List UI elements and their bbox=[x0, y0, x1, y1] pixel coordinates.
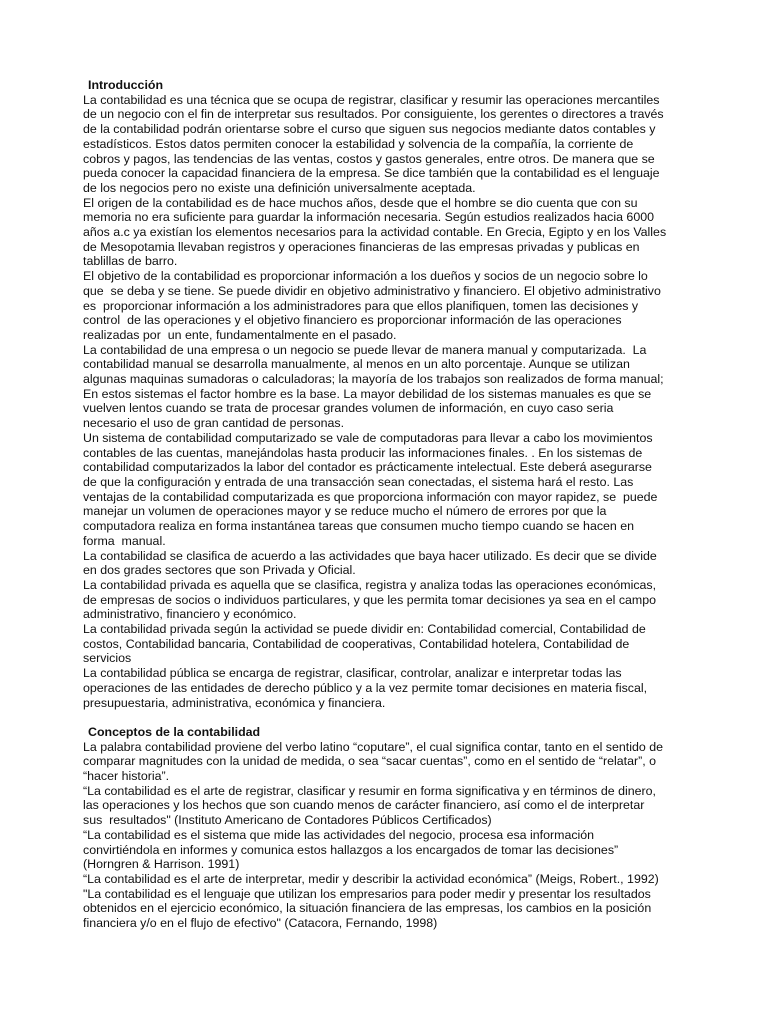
paragraph-private-types bbox=[83, 622, 723, 666]
text-line: financiera y/o en el flujo de efectivo" (Catacora, Fernando, 1998) bbox=[83, 916, 438, 931]
paragraph-quote-catacora bbox=[83, 887, 723, 931]
paragraph-objective bbox=[83, 269, 723, 343]
text-line: costos, Contabilidad bancaria, Contabilidad de cooperativas, Contabilidad hotelera, Contabilidad de bbox=[83, 636, 630, 651]
text-line: tablillas de barro. bbox=[83, 254, 178, 269]
paragraph-computerized-accounting bbox=[83, 431, 723, 549]
text-line: La contabilidad pública se encarga de registrar, clasificar, controlar, analizar e interpretar todas las bbox=[83, 666, 622, 681]
text-line: es proporcionar información a los administradores para que ellos planifiquen, tomen las decisiones y bbox=[83, 298, 639, 313]
text-line: sus resultados" (Instituto Americano de Contadores Públicos Certificados) bbox=[83, 813, 492, 828]
text-line: las operaciones y los hechos que son cuando menos de carácter financiero, así como el de interpretar bbox=[83, 798, 645, 813]
text-line: (Horngren & Harrison. 1991) bbox=[83, 857, 240, 872]
text-line: convirtiéndola en informes y comunica estos hallazgos a los encargados de tomar las decisiones” bbox=[83, 842, 619, 857]
text-line: de que la configuración y entrada de una transacción sean conectadas, el sistema hará el resto. Las bbox=[83, 474, 634, 489]
paragraph-quote-horngren bbox=[83, 828, 723, 872]
paragraph-etymology bbox=[83, 740, 723, 784]
text-line: administrativo, financiero y económico. bbox=[83, 607, 297, 622]
paragraph-quote-meigs bbox=[83, 872, 723, 887]
section-heading-conceptos: Conceptos de la contabilidad bbox=[88, 724, 261, 739]
text-line: años a.c ya existían los elementos necesarios para la actividad contable. En Grecia, Egipto y en los Valles bbox=[83, 225, 667, 240]
text-line: estadísticos. Estos datos permiten conocer la estabilidad y solvencia de la compañía, la corriente de bbox=[83, 136, 634, 151]
text-line: pueda conocer la capacidad financiera de la empresa. Se dice también que la contabilidad es el lenguaje bbox=[83, 166, 660, 181]
section-spacer bbox=[83, 710, 723, 725]
text-line: control de las operaciones y el objetivo financiero es proporcionar información de las operaciones bbox=[83, 313, 622, 328]
paragraph-quote-aicpa bbox=[83, 784, 723, 828]
text-line: “La contabilidad es el arte de registrar, clasificar y resumir en forma significativa y en términos de dinero, bbox=[83, 783, 656, 798]
text-line: vuelven lentos cuando se trata de procesar grandes volumen de información, en cuyo caso seria bbox=[83, 401, 614, 416]
text-line: En estos sistemas el factor hombre es la base. La mayor debilidad de los sistemas manuales es que se bbox=[83, 386, 652, 401]
paragraph-manual-accounting bbox=[83, 343, 723, 431]
text-line: de empresas de socios o individuos particulares, y que les permita tomar decisiones ya sea en el campo bbox=[83, 592, 657, 607]
text-line: de un negocio con el fin de interpretar sus resultados. Por consiguiente, los gerentes o directores a través bbox=[83, 107, 664, 122]
text-line: La contabilidad de una empresa o un negocio se puede llevar de manera manual y computarizada. La bbox=[83, 342, 647, 357]
text-line: necesario el uso de gran cantidad de personas. bbox=[83, 416, 345, 431]
section-heading-introduccion: Introducción bbox=[88, 78, 164, 92]
text-line: El origen de la contabilidad es de hace muchos años, desde que el hombre se dio cuenta que con su bbox=[83, 195, 638, 210]
text-line: obtenidos en el ejercicio económico, la situación financiera de las empresas, los cambios en la posición bbox=[83, 901, 652, 916]
paragraph-intro-definition bbox=[83, 93, 723, 196]
text-line: contabilidad manual se desarrolla manualmente, al menos en un alto porcentaje. Aunque se utilizan bbox=[83, 357, 630, 372]
document-page bbox=[83, 78, 723, 931]
text-line: El objetivo de la contabilidad es proporcionar información a los dueños y socios de un negocio sobre lo bbox=[83, 269, 648, 284]
text-line: realizadas por un ente, fundamentalmente en el pasado. bbox=[83, 327, 397, 342]
text-line: La contabilidad privada es aquella que se clasifica, registra y analiza todas las operaciones económicas, bbox=[83, 577, 657, 592]
text-line: contabilidad computarizados la labor del contador es prácticamente intelectual. Este deberá asegurarse bbox=[83, 460, 652, 475]
text-line: en dos grades sectores que son Privada y Oficial. bbox=[83, 563, 356, 578]
text-line: La contabilidad privada según la actividad se puede dividir en: Contabilidad comercial, Contabilidad de bbox=[83, 622, 646, 637]
text-line: cobros y pagos, las tendencias de las ventas, costos y gastos generales, entre otros. De manera que se bbox=[83, 151, 655, 166]
paragraph-public-accounting bbox=[83, 666, 723, 710]
text-line: contables de las cuentas, manejándolas hasta producir las informaciones finales. . En los sistemas de bbox=[83, 445, 643, 460]
text-line: ventajas de la contabilidad computarizada es que proporciona información con mayor rapidez, se puede bbox=[83, 489, 658, 504]
paragraph-classification bbox=[83, 549, 723, 578]
text-line: algunas maquinas sumadoras o calculadoras; la mayoría de los trabajos son realizados de forma manual; bbox=[83, 372, 664, 387]
paragraph-private-accounting bbox=[83, 578, 723, 622]
text-line: La contabilidad es una técnica que se ocupa de registrar, clasificar y resumir las operaciones mercantiles bbox=[83, 92, 660, 107]
text-line: forma manual. bbox=[83, 533, 166, 548]
text-line: de la contabilidad podrán orientarse sobre el curso que siguen sus negocios mediante datos contables y bbox=[83, 122, 656, 137]
text-line: “La contabilidad es el sistema que mide las actividades del negocio, procesa esa información bbox=[83, 827, 595, 842]
text-line: Un sistema de contabilidad computarizado se vale de computadoras para llevar a cabo los movimientos bbox=[83, 430, 653, 445]
text-line: servicios bbox=[83, 651, 132, 666]
text-line: operaciones de las entidades de derecho público y a la vez permite tomar decisiones en materia fiscal, bbox=[83, 680, 648, 695]
text-line: memoria no era suficiente para guardar la información necesaria. Según estudios realizados hacia 6000 bbox=[83, 210, 654, 225]
text-line: La palabra contabilidad proviene del verbo latino “coputare”, el cual significa contar, tanto en el sentido de bbox=[83, 739, 663, 754]
text-line: comparar magnitudes con la unidad de medida, o sea “sacar cuentas”, como en el sentido de “relatar”, o bbox=[83, 754, 657, 769]
text-line: que se deba y se tiene. Se puede dividir en objetivo administrativo y financiero. El objetivo administrativo bbox=[83, 283, 661, 298]
text-line: La contabilidad se clasifica de acuerdo a las actividades que baya hacer utilizado. Es decir que se divide bbox=[83, 548, 657, 563]
text-line: “La contabilidad es el arte de interpretar, medir y describir la actividad económica” (Meigs, Robert., 1992) bbox=[83, 871, 659, 886]
paragraph-origin bbox=[83, 196, 723, 270]
text-line: “hacer historia”. bbox=[83, 769, 170, 784]
text-line: "La contabilidad es el lenguaje que utilizan los empresarios para poder medir y presentar los resultados bbox=[83, 886, 651, 901]
text-line: de los negocios pero no existe una definición universalmente aceptada. bbox=[83, 180, 476, 195]
text-line: presupuestaria, administrativa, económica y financiera. bbox=[83, 695, 386, 710]
text-line: de Mesopotamia llevaban registros y operaciones financieras de las empresas privadas y publicas en bbox=[83, 239, 640, 254]
text-line: computadora realiza en forma instantánea tareas que consumen mucho tiempo cuando se hacen en bbox=[83, 519, 635, 534]
text-line: manejar un volumen de operaciones mayor y se reduce mucho el número de errores por que la bbox=[83, 504, 607, 519]
